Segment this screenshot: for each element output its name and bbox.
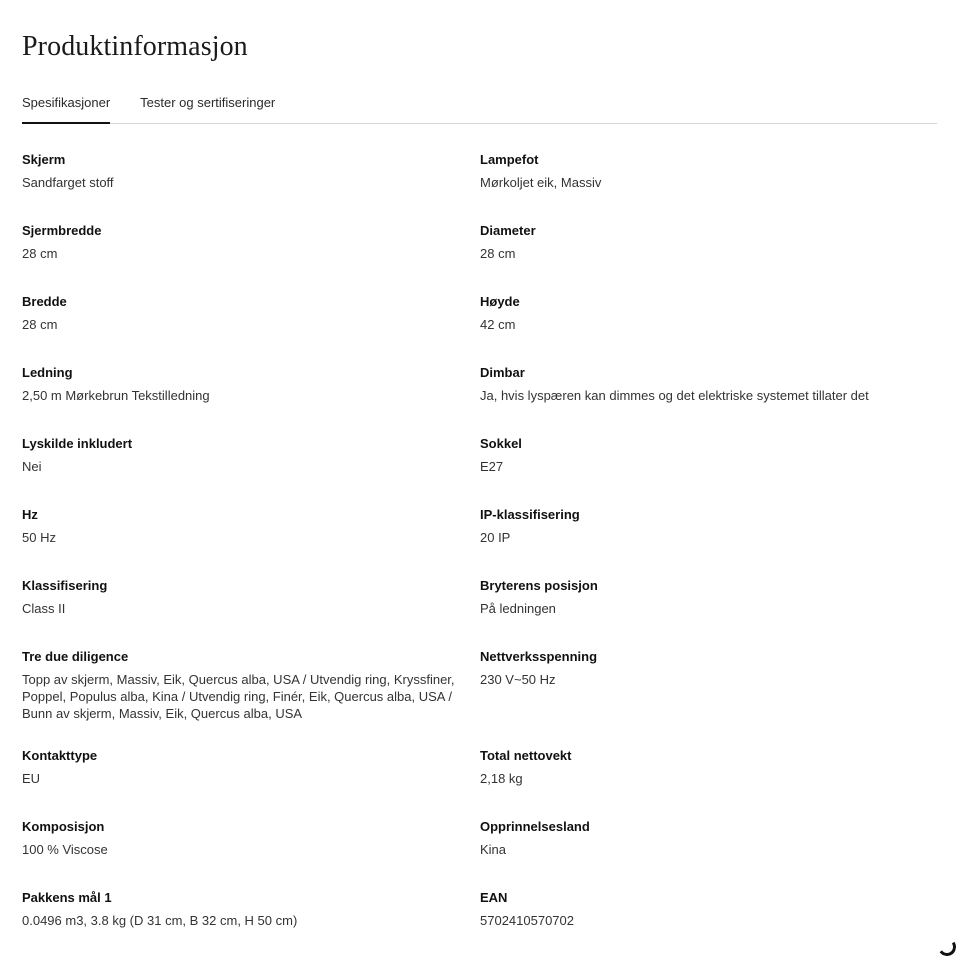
spec-value: Sandfarget stoff [22,175,114,190]
spec-value: 28 cm [480,246,516,261]
tab-specifications[interactable]: Spesifikasjoner [22,92,110,123]
spec-label: Lyskilde inkludert [22,436,133,451]
specifications-grid [22,150,937,959]
spec-label: Sokkel [480,436,522,451]
spec-value: Topp av skjerm, Massiv, Eik, Quercus alba, USA / Utvendig ring, Kryssfiner, Poppel, Populus alba, Kina / Utvendig ring, Finér, Eik, Quercus alba, USA / Bunn av skjerm, Massiv, Eik, Quercus alba, USA [22,672,455,721]
spec-value: 28 cm [22,317,58,332]
spec-label: Sjermbredde [22,223,102,238]
spec-item-lampefot [480,150,937,221]
spec-value: 2,18 kg [480,771,523,786]
spec-item-hoyde [480,292,937,363]
spec-item-ean [480,888,937,959]
spec-value: 0.0496 m3, 3.8 kg (D 31 cm, B 32 cm, H 50 cm) [22,913,298,928]
spec-label: Ledning [22,365,73,380]
spec-item-ledning [22,363,480,434]
spec-label: Hz [22,507,38,522]
spec-item-lyskilde-inkludert [22,434,480,505]
spec-item-nettverksspenning [480,647,937,746]
spec-value: Mørkoljet eik, Massiv [480,175,602,190]
spec-label: Klassifisering [22,578,108,593]
spec-label: Tre due diligence [22,649,129,664]
spec-item-pakkens-mal [22,888,480,959]
spec-value: På ledningen [480,601,556,616]
spec-label: Nettverksspenning [480,649,598,664]
spec-label: IP-klassifisering [480,507,580,522]
spec-item-komposisjon [22,817,480,888]
spec-item-bryterens-posisjon [480,576,937,647]
tab-bar [22,92,937,124]
page-title: Produktinformasjon [22,31,248,62]
spec-label: Total nettovekt [480,748,572,763]
spec-item-sokkel [480,434,937,505]
spec-item-tre-due-diligence [22,647,480,746]
spec-label: Lampefot [480,152,539,167]
spec-value: 28 cm [22,246,58,261]
spec-label: Bryterens posisjon [480,578,598,593]
spec-value: EU [22,771,41,786]
spec-item-skjerm [22,150,480,221]
spec-label: Dimbar [480,365,525,380]
spec-value: E27 [480,459,504,474]
spec-label: Komposisjon [22,819,105,834]
spec-item-bredde [22,292,480,363]
spec-label: Kontakttype [22,748,98,763]
spec-label: Bredde [22,294,67,309]
spec-item-ip-klassifisering [480,505,937,576]
spec-value: Ja, hvis lyspæren kan dimmes og det elektriske systemet tillater det [480,388,869,403]
spec-item-diameter [480,221,937,292]
tab-tests-and-certifications[interactable]: Tester og sertifiseringer [140,95,276,110]
spec-item-klassifisering [22,576,480,647]
spec-label: EAN [480,890,508,905]
spinner-icon [937,937,958,958]
spec-item-total-nettovekt [480,746,937,817]
spec-item-sjermbredde [22,221,480,292]
spec-label: Pakkens mål 1 [22,890,112,905]
spec-label: Diameter [480,223,536,238]
spec-item-kontakttype [22,746,480,817]
spec-value: 230 V~50 Hz [480,672,556,687]
spec-label: Skjerm [22,152,66,167]
spec-value: 5702410570702 [480,913,574,928]
spec-value: 20 IP [480,530,511,545]
spec-value: 100 % Viscose [22,842,108,857]
spec-value: 50 Hz [22,530,56,545]
spec-value: Class II [22,601,66,616]
spec-value: Kina [480,842,507,857]
spec-value: 2,50 m Mørkebrun Tekstilledning [22,388,210,403]
spec-label: Høyde [480,294,520,309]
spec-value: Nei [22,459,42,474]
spec-value: 42 cm [480,317,516,332]
spec-item-opprinnelsesland [480,817,937,888]
spec-item-dimbar [480,363,937,434]
spec-item-hz [22,505,480,576]
spec-label: Opprinnelsesland [480,819,590,834]
